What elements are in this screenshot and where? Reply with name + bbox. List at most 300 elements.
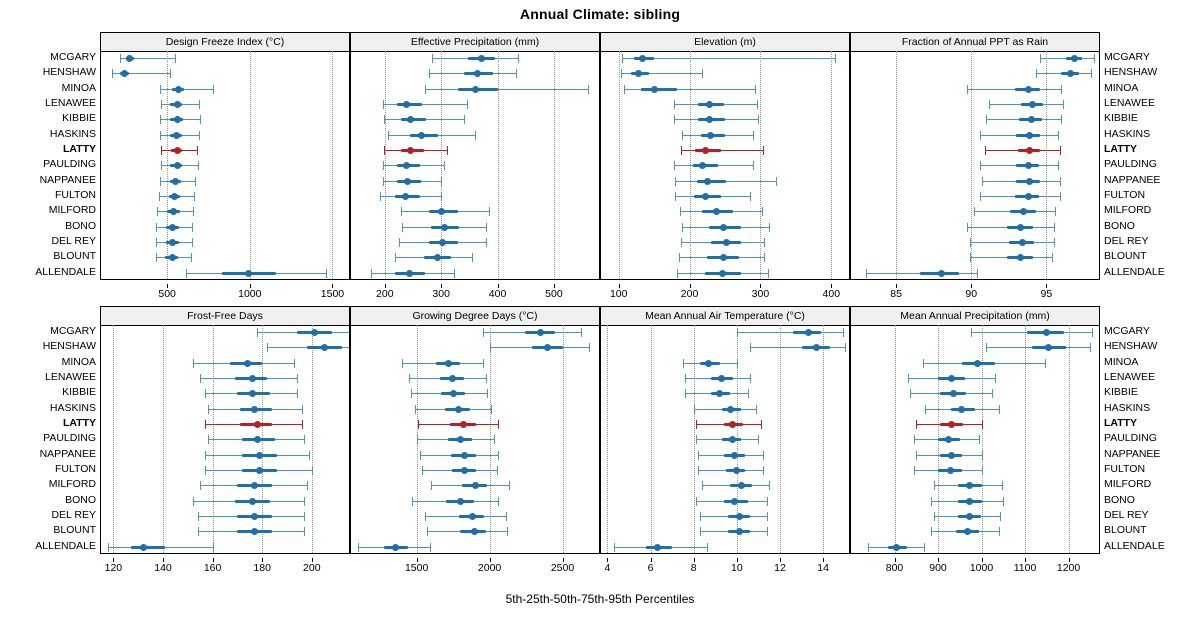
box-whisker-row (601, 494, 849, 509)
whisker-cap (425, 85, 426, 94)
whisker-cap (192, 223, 193, 232)
site-label: MINOA (61, 81, 96, 94)
median-marker (1071, 55, 1078, 62)
box-whisker-row (601, 463, 849, 478)
whisker-cap (910, 389, 911, 398)
median-marker (1045, 344, 1052, 351)
whisker-cap (974, 207, 975, 216)
whisker-cap (383, 100, 384, 109)
whisker-cap (925, 405, 926, 414)
whisker-cap (431, 481, 432, 490)
panel-title: Mean Annual Air Temperature (°C) (601, 307, 849, 326)
whisker-cap (326, 269, 327, 278)
site-label-column (1104, 324, 1200, 554)
whisker-cap (769, 223, 770, 232)
whisker-cap (700, 527, 701, 536)
axis-tick-label: 900 (929, 562, 947, 574)
axis-tick-label: 1500 (404, 562, 429, 574)
whisker-cap (427, 527, 428, 536)
box-whisker-row (851, 220, 1099, 235)
whisker-cap (750, 343, 751, 352)
box-whisker-row (851, 432, 1099, 447)
median-marker (544, 344, 551, 351)
site-label: MILFORD (1104, 204, 1152, 217)
box-whisker-row (351, 356, 599, 371)
box-whisker-row (601, 402, 849, 417)
median-marker (169, 224, 176, 231)
box-whisker-row (101, 266, 349, 279)
whisker-cap (758, 115, 759, 124)
whisker-cap (199, 100, 200, 109)
whisker-cap (769, 481, 770, 490)
plot-area (851, 325, 1099, 553)
box-whisker-row (351, 540, 599, 553)
box-whisker-row (851, 524, 1099, 539)
panel-title: Design Freeze Index (°C) (101, 33, 349, 52)
whisker-cap (302, 420, 303, 429)
median-marker (140, 544, 147, 551)
box-whisker-row (851, 250, 1099, 265)
whisker-cap (696, 435, 697, 444)
site-label: KIBBIE (1104, 386, 1138, 399)
box-whisker-row (851, 82, 1099, 97)
plot-area (101, 51, 349, 279)
whisker-cap (767, 497, 768, 506)
whisker-cap (977, 269, 978, 278)
median-marker (707, 132, 714, 139)
axis-tick-label: 8 (690, 562, 697, 574)
site-label: ALLENDALE (1104, 265, 1165, 278)
box-whisker-row (601, 235, 849, 250)
box-whisker-row (351, 158, 599, 173)
whisker-cap (420, 451, 421, 460)
median-marker (1029, 101, 1036, 108)
site-label: PAULDING (1104, 158, 1157, 171)
box-whisker-row (851, 402, 1099, 417)
whisker-cap (934, 512, 935, 521)
whisker-cap (1090, 343, 1091, 352)
whisker-cap (491, 405, 492, 414)
whisker-cap (1092, 328, 1093, 337)
median-marker (311, 329, 318, 336)
axis-tick-label: 200 (376, 288, 394, 300)
axis-tick-label: 6 (647, 562, 654, 574)
whisker-cap (682, 223, 683, 232)
box-whisker-row (851, 356, 1099, 371)
median-marker (471, 528, 478, 535)
median-marker (945, 436, 952, 443)
median-marker (893, 544, 900, 551)
whisker-cap (200, 481, 201, 490)
whisker-cap (383, 161, 384, 170)
whisker-cap (425, 512, 426, 521)
whisker-cap (156, 253, 157, 262)
box-whisker-row (101, 97, 349, 112)
median-marker (256, 452, 263, 459)
whisker-cap (191, 253, 192, 262)
site-label: ALLENDALE (35, 265, 96, 278)
box-whisker-row (601, 82, 849, 97)
box-whisker-row (351, 189, 599, 204)
whisker-cap (1055, 207, 1056, 216)
site-label: MILFORD (48, 204, 96, 217)
box-whisker-row (351, 509, 599, 524)
median-marker (251, 513, 258, 520)
whisker-cap (160, 177, 161, 186)
box-whisker-row (351, 204, 599, 219)
whisker-cap (621, 69, 622, 78)
axis-tick-label: 90 (965, 288, 978, 300)
whisker-cap (914, 466, 915, 475)
median-marker (461, 452, 468, 459)
whisker-cap (507, 527, 508, 536)
site-label: FULTON (1104, 463, 1146, 475)
box-whisker-row (601, 386, 849, 401)
axis-tick-label: 95 (1040, 288, 1053, 300)
chart-panel (600, 32, 850, 280)
axis-tick-label: 85 (890, 288, 902, 300)
median-marker (173, 132, 180, 139)
box-whisker-row (851, 235, 1099, 250)
median-marker (403, 101, 410, 108)
site-label: LENAWEE (1104, 371, 1155, 383)
whisker-cap (702, 69, 703, 78)
chart-footer-caption: 5th-25th-50th-75th-95th Percentiles (505, 592, 695, 606)
median-marker (1043, 329, 1050, 336)
whisker-cap (756, 405, 757, 414)
site-label: NAPPANEE (39, 447, 96, 460)
box-whisker-row (101, 250, 349, 265)
whisker-cap (614, 543, 615, 552)
whisker-cap (294, 359, 295, 368)
box-whisker-row (601, 266, 849, 279)
whisker-cap (205, 420, 206, 429)
whisker-cap (198, 527, 199, 536)
median-marker (1019, 239, 1026, 246)
median-marker (639, 55, 646, 62)
whisker-cap (199, 131, 200, 140)
whisker-cap (1091, 69, 1092, 78)
box-whisker-row (601, 478, 849, 493)
plot-area (101, 325, 349, 553)
whisker-cap (160, 131, 161, 140)
whisker-cap (193, 497, 194, 506)
panel-title: Mean Annual Precipitation (mm) (851, 307, 1099, 326)
median-marker (254, 436, 261, 443)
median-marker (1020, 208, 1027, 215)
site-label: BLOUNT (1104, 524, 1147, 537)
box-whisker-row (351, 371, 599, 386)
whisker-cap (737, 328, 738, 337)
whisker-cap (160, 115, 161, 124)
box-whisker-row (601, 371, 849, 386)
box-whisker-row (101, 112, 349, 127)
site-label: HASKINS (49, 401, 96, 414)
box-whisker-row (101, 478, 349, 493)
site-label: LENAWEE (45, 371, 96, 383)
whisker-cap (683, 359, 684, 368)
median-marker (461, 467, 468, 474)
whisker-cap (750, 374, 751, 383)
axis-tick-label: 4 (604, 562, 611, 574)
whisker-cap (681, 146, 682, 155)
x-axis (351, 284, 599, 306)
box-whisker-row (601, 220, 849, 235)
whisker-cap (694, 405, 695, 414)
axis-tick-label: 500 (545, 288, 563, 300)
box-whisker-row (601, 432, 849, 447)
median-marker (121, 70, 128, 77)
median-marker (402, 193, 409, 200)
box-whisker-row (601, 112, 849, 127)
whisker-cap (750, 192, 751, 201)
site-label-column (0, 324, 96, 554)
median-marker (1067, 70, 1074, 77)
whisker-cap (866, 269, 867, 278)
box-whisker-row (101, 220, 349, 235)
box-whisker-row (101, 325, 349, 340)
whisker-cap (967, 223, 968, 232)
median-marker (947, 467, 954, 474)
site-label: KIBBIE (62, 112, 96, 125)
whisker-cap (985, 146, 986, 155)
median-marker (245, 270, 252, 277)
site-label: ALLENDALE (1104, 539, 1165, 552)
box-whisker-row (101, 143, 349, 158)
whisker-cap (205, 466, 206, 475)
whisker-cap (761, 420, 762, 429)
box-whisker-row (851, 189, 1099, 204)
whisker-cap (467, 100, 468, 109)
whisker-cap (401, 207, 402, 216)
whisker-cap (1052, 253, 1053, 262)
median-marker (249, 390, 256, 397)
box-whisker-row (601, 143, 849, 158)
whisker-cap (980, 131, 981, 140)
whisker-cap (358, 543, 359, 552)
median-marker (736, 513, 743, 520)
whisker-cap (498, 497, 499, 506)
whisker-cap (205, 451, 206, 460)
median-marker (171, 193, 178, 200)
site-label: PAULDING (1104, 432, 1157, 445)
median-marker (1025, 162, 1032, 169)
box-whisker-row (101, 448, 349, 463)
box-whisker-row (101, 402, 349, 417)
whisker-cap (685, 374, 686, 383)
whisker-cap (1058, 131, 1059, 140)
whisker-cap (992, 389, 993, 398)
whisker-cap (384, 146, 385, 155)
box-whisker-row (851, 112, 1099, 127)
whisker-cap (156, 223, 157, 232)
median-marker (651, 86, 658, 93)
box-whisker-row (101, 204, 349, 219)
box-whisker-row (101, 189, 349, 204)
whisker-cap (494, 435, 495, 444)
box-whisker-row (101, 158, 349, 173)
site-label: LATTY (62, 417, 96, 429)
site-label: FULTON (1104, 189, 1146, 201)
median-marker (1026, 178, 1033, 185)
whisker-cap (768, 269, 769, 278)
whisker-cap (934, 481, 935, 490)
site-label: DEL REY (1104, 509, 1149, 521)
site-label: LATTY (1104, 417, 1138, 429)
whisker-cap (213, 85, 214, 94)
whisker-cap (589, 343, 590, 352)
whisker-cap (995, 374, 996, 383)
whisker-cap (908, 374, 909, 383)
median-marker (1017, 254, 1024, 261)
plot-area (601, 51, 849, 279)
median-marker (974, 360, 981, 367)
median-marker (654, 544, 661, 551)
axis-tick-label: 400 (488, 288, 507, 300)
whisker-cap (980, 192, 981, 201)
panel-title: Growing Degree Days (°C) (351, 307, 599, 326)
interquartile-bar (697, 180, 727, 183)
median-marker (439, 239, 446, 246)
box-whisker-row (351, 340, 599, 355)
whisker-cap (1060, 146, 1061, 155)
site-label: BONO (65, 493, 96, 506)
whisker-cap (707, 543, 708, 552)
site-label: LENAWEE (45, 97, 96, 109)
whisker-cap (674, 100, 675, 109)
whisker-cap (388, 131, 389, 140)
box-whisker-row (351, 128, 599, 143)
median-marker (950, 390, 957, 397)
whisker-cap (307, 481, 308, 490)
whisker-cap (971, 328, 972, 337)
whisker-cap (764, 238, 765, 247)
axis-tick-label: 2000 (477, 562, 502, 574)
whisker-cap (486, 238, 487, 247)
whisker-cap (588, 85, 589, 94)
whisker-cap (161, 100, 162, 109)
whisker-cap (309, 451, 310, 460)
box-whisker-row (601, 66, 849, 81)
median-marker (450, 390, 457, 397)
chart-panel (600, 306, 850, 554)
median-marker (704, 178, 711, 185)
site-label: HASKINS (1104, 127, 1151, 140)
x-axis (101, 284, 349, 306)
whisker-cap (200, 115, 201, 124)
box-whisker-row (601, 250, 849, 265)
whisker-cap (464, 115, 465, 124)
box-whisker-row (351, 417, 599, 432)
box-whisker-row (851, 463, 1099, 478)
median-marker (441, 224, 448, 231)
panel-title: Effective Precipitation (mm) (351, 33, 599, 52)
whisker-cap (868, 543, 869, 552)
whisker-cap (208, 435, 209, 444)
median-marker (716, 390, 723, 397)
median-marker (720, 254, 727, 261)
box-whisker-row (101, 66, 349, 81)
box-whisker-row (601, 128, 849, 143)
whisker-cap (411, 389, 412, 398)
whisker-cap (487, 389, 488, 398)
whisker-cap (193, 359, 194, 368)
box-whisker-row (601, 97, 849, 112)
whisker-cap (383, 177, 384, 186)
median-marker (244, 360, 251, 367)
whisker-cap (120, 54, 121, 63)
box-whisker-row (851, 143, 1099, 158)
whisker-line (425, 89, 587, 90)
site-label: MILFORD (48, 478, 96, 491)
site-label: MINOA (61, 355, 96, 368)
whisker-cap (175, 54, 176, 63)
median-marker (948, 421, 955, 428)
median-marker (469, 513, 476, 520)
whisker-cap (982, 466, 983, 475)
axis-tick-label: 120 (104, 562, 123, 574)
whisker-line (750, 347, 845, 348)
whisker-cap (980, 161, 981, 170)
box-whisker-row (601, 325, 849, 340)
box-whisker-row (351, 494, 599, 509)
site-label-column (1104, 50, 1200, 280)
whisker-cap (698, 466, 699, 475)
median-marker (434, 254, 441, 261)
site-label: MCGARY (50, 51, 96, 63)
whisker-cap (764, 253, 765, 262)
median-marker (713, 208, 720, 215)
site-label: HASKINS (49, 127, 96, 140)
whisker-cap (194, 192, 195, 201)
site-label: NAPPANEE (1104, 173, 1161, 186)
whisker-cap (1094, 54, 1095, 63)
median-marker (404, 178, 411, 185)
axis-tick-label: 14 (817, 562, 829, 574)
whisker-cap (1040, 54, 1041, 63)
whisker-cap (417, 435, 418, 444)
site-label: HENSHAW (1104, 340, 1158, 353)
whisker-cap (198, 512, 199, 521)
whisker-cap (441, 192, 442, 201)
box-whisker-row (351, 524, 599, 539)
median-marker (438, 208, 445, 215)
median-marker (731, 498, 738, 505)
box-whisker-row (351, 478, 599, 493)
whisker-cap (679, 253, 680, 262)
whisker-cap (304, 512, 305, 521)
whisker-cap (518, 54, 519, 63)
whisker-cap (675, 177, 676, 186)
box-whisker-row (851, 51, 1099, 66)
whisker-cap (412, 497, 413, 506)
whisker-cap (399, 238, 400, 247)
median-marker (445, 360, 452, 367)
box-whisker-row (601, 189, 849, 204)
whisker-cap (186, 269, 187, 278)
site-label: HENSHAW (42, 340, 96, 353)
box-whisker-row (101, 235, 349, 250)
whisker-cap (1058, 161, 1059, 170)
whisker-cap (371, 269, 372, 278)
whisker-cap (843, 328, 844, 337)
whisker-cap (192, 238, 193, 247)
whisker-cap (304, 497, 305, 506)
box-whisker-row (351, 266, 599, 279)
whisker-cap (1060, 192, 1061, 201)
whisker-cap (767, 512, 768, 521)
box-whisker-row (601, 509, 849, 524)
